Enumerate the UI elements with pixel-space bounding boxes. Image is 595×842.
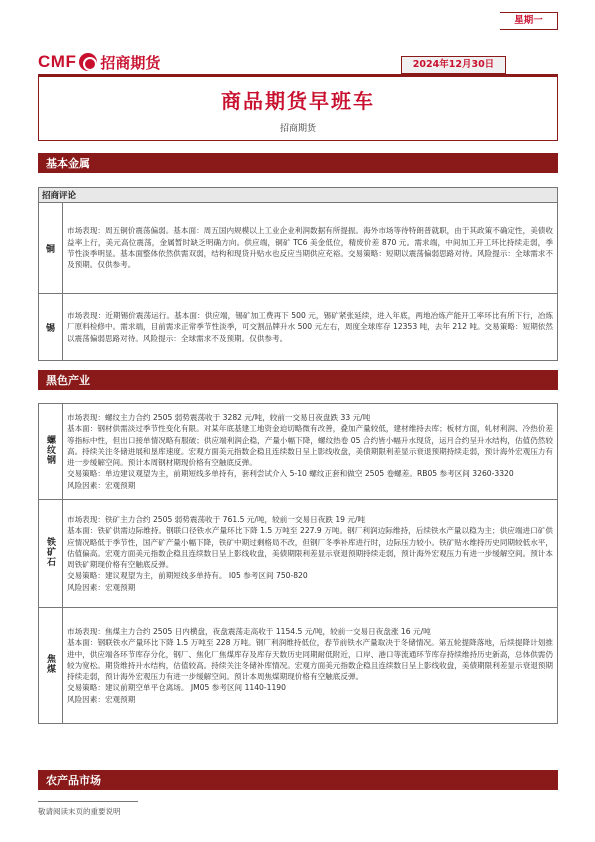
row-label-iron-ore [39,500,63,608]
row-label-tin: 锡 [39,294,63,361]
page-subtitle: 招商期货 [279,124,316,134]
row-text-iron-ore: 市场表现：铁矿主力合约 2505 弱势震荡收于 761.5 元/吨，较前一交易日夜跌 19 元/吨 基本面：铁矿供需边际维持。钢联口径铁水产量环比下降 1.5 万吨至 227.9 万吨。钢厂利润边际维持，后续铁水产量以稳为主；供应端进口矿供应情况略低于季节性，国产矿产量小幅下降，铁矿中期过剩格局不改，但钢厂冬季补库进行时，边际压力较小。铁矿贴水维持历史同期较低水平，估值偏高。宏观方面美元指数企稳且连续数日呈上影线收盘，美债期限利差显示衰退预期持续走弱，预计海外宏观压力有进一步缓解空间。预计本周铁矿期现价格有空触底反弹。 交易策略：建议观望为主，前期短线多单持有。 I05 参考区间 750-820 风险因素：宏观预期 [63,500,558,608]
logo-cmf-text: CMF [38,52,77,71]
table-row [39,203,558,294]
section-bar-agri [38,770,558,790]
row-label-coking-coal [39,608,63,724]
table-row [39,404,558,500]
page-title: 商品期货早班车 [221,89,375,113]
section-title-agri: 农产品市场 [46,774,101,787]
row-text-copper: 市场表现：周五铜价震荡偏弱。基本面：周五国内规模以上工业企业利润数据有所提振。海外市场等待特朗普就职，由于其政策不确定性，美债收益率上行，美元高位震荡，金属暂时缺乏明确方向。供应端，铜矿 TC6 美金低位，精废价差 870 元。需求端，中间加工开工环比持续走弱，季节性淡季明显。基本面整体依然供需双弱，结构和现货升贴水也反应当期供应充裕。交易策略：短期以震荡偏弱思路对待。风险提示：全球需求不及预期。仅供参考。 [63,203,558,294]
section-title-ferrous: 黑色产业 [46,374,90,387]
company-logo [38,50,160,74]
table-row [39,500,558,608]
report-weekday: 星期一 [500,12,558,30]
row-text-tin: 市场表现：近期锡价震荡运行。基本面：供应端，锡矿加工费再下 500 元，锡矿紧张延续，进入年底，两地冶炼产能开工率环比有所下行，冶炼厂原料检修中。需求端，目前需求正常季节性淡季，可交割品牌升水 500 元左右，周度全球库存 12353 吨，去年 212 吨。交易策略：短期依然以震荡偏弱思路对待。风险提示：全球需求不及预期。仅供参考。 [63,294,558,361]
comment-label: 招商评论 [39,188,558,203]
ferrous-table [38,403,558,724]
report-date: 2024年12月30日 [402,57,505,73]
row-text-rebar: 市场表现：螺纹主力合约 2505 弱势震荡收于 3282 元/吨，较前一交易日夜盘跌 33 元/吨 基本面：钢材供需淡过季节性变化有限。对某年底基建工地资金迫切略微有改善，叠加产量较低，建材维持去库；板材方面，轧材利润、冷热价差等指标中性，但出口接单情况略有服破；供应端利润企稳，产量小幅下降，螺纹热卷 05 合约皆小幅升水现货，运月合约呈升水结构，估值仍然较高。持续关注冬储进展和垦库速度。宏观方面美元指数企稳且连续数日呈上影线收盘，美债期限利差显示衰退预期持续走弱，预计海外宏观压力有进一步缓解空间。预计本周钢材期现价格有空触底反弹。 交易策略：单边建议观望为主，前期短线多单持有，套利尝试介入 5-10 螺纹正套和做空 2505 卷螺差。RB05 参考区间 3260-3320 风险因素：宏观预期 [63,404,558,500]
row-label-copper: 铜 [39,203,63,294]
section-title-base-metals: 基本金属 [46,157,90,170]
comment-header-row [39,188,558,203]
logo-cn-text: 招商期货 [100,53,161,72]
table-row [39,294,558,361]
row-label-iron-ore-text: 铁矿石 [45,537,55,567]
footer-divider [38,801,138,802]
row-text-coking-coal: 市场表现：焦煤主力合约 2505 日内横盘，夜盘震荡走高收于 1154.5 元/吨，较前一交易日夜盘涨 16 元/吨 基本面：钢联铁水产量环比下降 1.5 万吨至 228 万吨。钢厂利润维持低位，春节前铁水产量取决于冬储情况。第五轮提降落地，后续提降计划推进中，供应端各环节库存分化，钢厂、焦化厂焦煤库存及库存天数历史同期耐低附近，口岸、港口等流通环节库存持续维持历史新高，总体供需仍较为宽松。期货维持升水结构，估值较高。持续关注冬储补库情况。宏观方面美元指数企稳且连续数日呈上影线收盘，美债期限利差显示衰退预期持续走弱，预计海外宏观压力有进一步缓解空间。预计本周焦煤期现价格有空触底反弹。 交易策略：建议前期空单平仓离场。 JM05 参考区间 1140-1190 风险因素：宏观预期 [63,608,558,724]
section-bar-base-metals [38,153,558,173]
date-box [401,56,506,74]
logo-mark-icon [79,53,97,71]
row-label-rebar-text: 螺纹钢 [45,435,55,465]
table-row [39,608,558,724]
row-label-coking-coal-text: 焦煤 [45,654,55,674]
row-label-rebar [39,404,63,500]
footer-note: 敬请阅读末页的重要说明 [38,807,121,816]
base-metals-table [38,187,558,361]
section-bar-ferrous [38,370,558,390]
